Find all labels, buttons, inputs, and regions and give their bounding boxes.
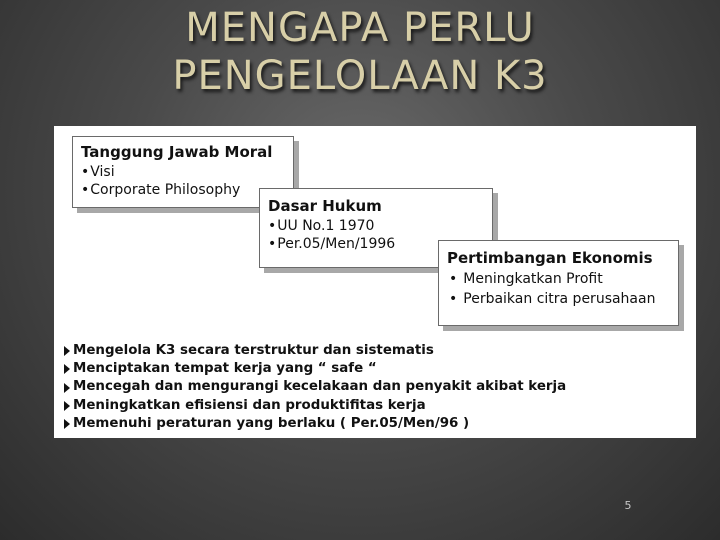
- arrow-bullet-icon: [64, 346, 70, 356]
- legal-box-title: Dasar Hukum: [268, 197, 382, 215]
- legal-box-item: • UU No.1 1970: [268, 217, 492, 235]
- economic-consideration-box: [438, 240, 679, 326]
- economic-box-item: • Perbaikan citra perusahaan: [447, 289, 678, 309]
- moral-box-title: Tanggung Jawab Moral: [81, 143, 273, 161]
- list-item-text: Meningkatkan efisiensi dan produktifitas kerja: [73, 397, 426, 413]
- list-item-text: Mencegah dan mengurangi kecelakaan dan penyakit akibat kerja: [73, 379, 567, 395]
- reasons-list: [64, 342, 566, 433]
- moral-box-item: • Visi: [81, 163, 293, 181]
- arrow-bullet-icon: [64, 383, 70, 393]
- slide-title-line-2: PENGELOLAAN K3: [172, 53, 548, 99]
- slide-title-line-1: MENGAPA PERLU: [185, 5, 535, 51]
- content-panel: [54, 126, 696, 438]
- arrow-bullet-icon: [64, 401, 70, 411]
- economic-box-title: Pertimbangan Ekonomis: [447, 249, 653, 267]
- list-item: [64, 342, 566, 360]
- slide-title: [0, 4, 720, 100]
- arrow-bullet-icon: [64, 364, 70, 374]
- list-item: [64, 378, 566, 396]
- list-item: [64, 397, 566, 415]
- legal-box-item: • Per.05/Men/1996: [268, 235, 492, 253]
- list-item-text: Memenuhi peraturan yang berlaku ( Per.05/Men/96 ): [73, 415, 470, 431]
- list-item: [64, 415, 566, 433]
- economic-box-item: • Meningkatkan Profit: [447, 269, 678, 289]
- list-item: [64, 360, 566, 378]
- arrow-bullet-icon: [64, 419, 70, 429]
- page-number: 5: [624, 499, 632, 512]
- moral-box-item: • Corporate Philosophy: [81, 181, 293, 199]
- list-item-text: Mengelola K3 secara terstruktur dan sistematis: [73, 343, 434, 358]
- list-item-text: Menciptakan tempat kerja yang “ safe “: [73, 361, 377, 377]
